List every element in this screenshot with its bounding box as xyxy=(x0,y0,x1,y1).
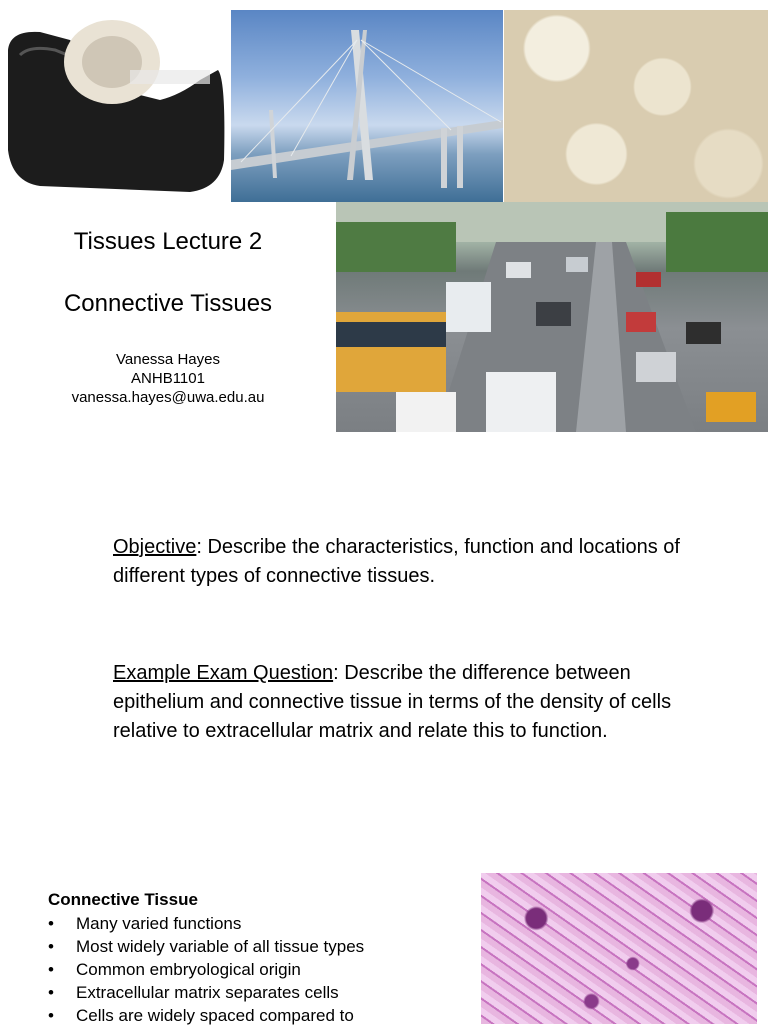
bullet-item: • Cells are widely spaced compared to xyxy=(48,1006,354,1025)
objective-text: : Describe the characteristics, function and locations of different types of connective tissues. xyxy=(113,536,680,587)
lecture-subtitle: Connective Tissues xyxy=(63,290,273,317)
author-email: vanessa.hayes@uwa.edu.au xyxy=(71,389,265,406)
bullet-item: • Most widely variable of all tissue types xyxy=(48,937,365,956)
bullet-item: • Many varied functions xyxy=(48,914,242,933)
bullet-icon: • xyxy=(48,1006,54,1025)
traffic-jam-image xyxy=(336,202,768,432)
tape-dispenser-image xyxy=(0,10,230,202)
objective-paragraph xyxy=(113,533,713,591)
bullet-item: • Extracellular matrix separates cells xyxy=(48,983,339,1002)
lecture-title: Tissues Lecture 2 xyxy=(73,228,263,255)
course-code: ANHB1101 xyxy=(131,370,205,387)
author-name: Vanessa Hayes xyxy=(116,351,220,368)
bullet-item: • Common embryological origin xyxy=(48,960,301,979)
bullet-icon: • xyxy=(48,914,54,933)
bridge-image xyxy=(231,10,503,202)
connective-tissue-heading: Connective Tissue xyxy=(48,890,198,909)
exam-question-text: : Describe the difference between epithelium and connective tissue in terms of the density of cells relative to extracellular matrix and relate this to function. xyxy=(113,662,672,742)
packing-peanuts-image xyxy=(504,10,768,202)
connective-tissue-bullets xyxy=(48,912,468,1027)
bullet-icon: • xyxy=(48,937,54,956)
objective-label: Objective xyxy=(113,536,197,558)
exam-question-paragraph xyxy=(113,659,713,746)
exam-question-label: Example Exam Question xyxy=(113,662,334,684)
bullet-icon: • xyxy=(48,960,54,979)
histology-micrograph-image xyxy=(481,873,757,1024)
bullet-icon: • xyxy=(48,983,54,1002)
